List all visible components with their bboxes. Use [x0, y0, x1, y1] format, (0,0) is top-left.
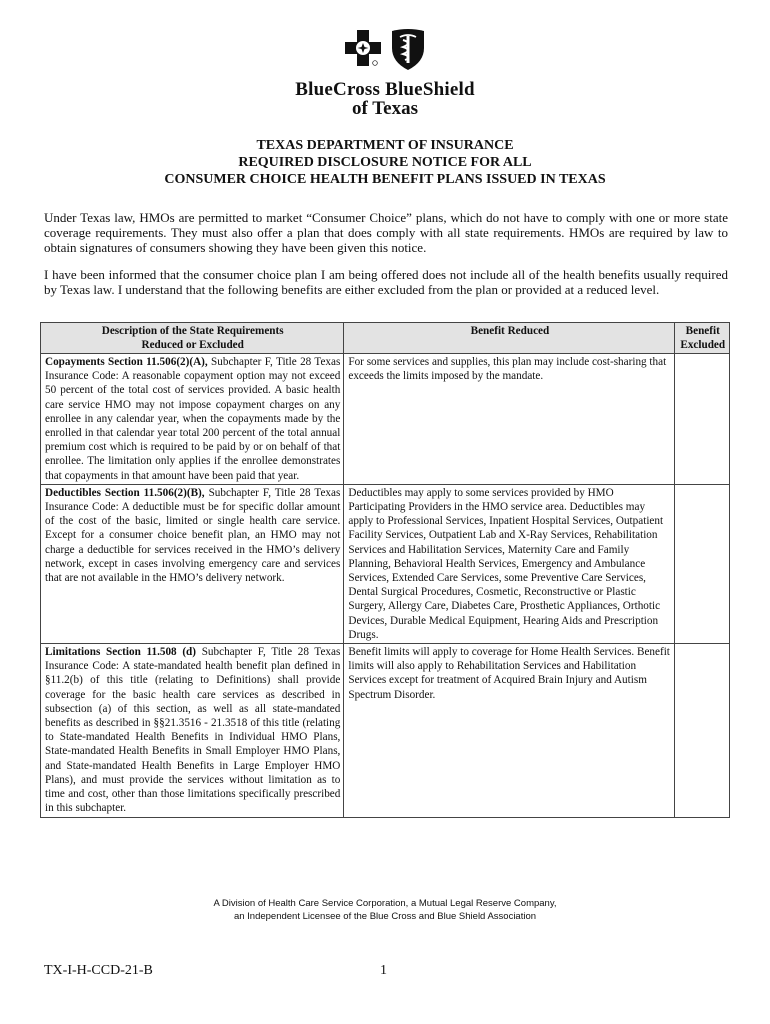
table-row [41, 484, 730, 643]
row-benefit-excluded [675, 354, 730, 485]
row-description [41, 354, 344, 485]
header-benefit-reduced-label: Benefit Reduced [470, 325, 550, 337]
row-benefit-reduced: Deductibles may apply to some services provided by HMO Participating Providers in the HMO service area. Deductibles may apply to Professional Services, Inpatient Hospital Services, Outpatient Facility Services, Outpatient Lab and X-Ray Services, Rehabilitation Services and Habilitation Services, Maternity Care and Family Planning, Behavioral Health Services, Emergency and Ambulance Services, Extended Care Services, some Preventive Care Services, Dental Surgical Procedures, Cosmetic, Reconstructive or Plastic Surgery, Allergy Care, Diabetes Care, Prosthetic Appliances, Orthotic Devices, Durable Medical Equipment, Hearing Aids and Prescription Drugs. [344, 484, 675, 643]
heading-line-2: REQUIRED DISCLOSURE NOTICE FOR ALL [238, 155, 532, 170]
blue-shield-icon [389, 28, 427, 72]
header-benefit-excluded-line-1: Benefit [685, 325, 720, 337]
header-description-line-2: Reduced or Excluded [141, 339, 244, 351]
header-benefit-excluded [675, 323, 730, 354]
row-benefit-reduced: Benefit limits will apply to coverage for Home Health Services. Benefit limits will also apply to Rehabilitation Services and Habilitation Services except for treatment of Acquired Brain Injury and Autism Spectrum Disorder. [344, 644, 675, 817]
footer-organization [0, 897, 770, 923]
blue-cross-icon [343, 28, 383, 68]
heading-line-3: CONSUMER CHOICE HEALTH BENEFIT PLANS ISSUED IN TEXAS [164, 172, 606, 187]
footer-org-line-2: an Independent Licensee of the Blue Cross and Blue Shield Association [233, 911, 537, 922]
header-benefit-excluded-line-2: Excluded [680, 339, 726, 351]
intro-paragraph-1: Under Texas law, HMOs are permitted to market “Consumer Choice” plans, which do not have to comply with one or more state coverage requirements. They must also offer a plan that does comply with all state requirements. HMOs are required by law to obtain signatures of consumers showing they have been given this notice. [44, 210, 728, 255]
row-benefit-excluded [675, 644, 730, 817]
notice-heading [0, 137, 770, 188]
page-number: 1 [380, 963, 387, 978]
row-section: Deductibles Section 11.506(2)(B), [45, 486, 205, 499]
row-section: Limitations Section 11.508 (d) [45, 646, 197, 659]
row-description-text: Subchapter F, Title 28 Texas Insurance Code: A reasonable copayment option may not exceed 50 percent of the total cost of services provided. A basic health care service HMO may not impose copayment charges on any enrollee in any calendar year, when the copayments made by the enrolled in that calendar year total 200 percent of the total annual premium cost which is required to be paid by or on behalf of that enrollee. The limitation only applies if the enrollee demonstrates that copayments in that amount have been paid that year. [45, 356, 341, 482]
logo-marks [0, 28, 770, 72]
logo-name: BlueCross BlueShield [295, 79, 475, 100]
bcbs-logo [0, 28, 770, 118]
heading-line-1: TEXAS DEPARTMENT OF INSURANCE [256, 138, 514, 153]
row-benefit-reduced: For some services and supplies, this plan may include cost-sharing that exceeds the limits imposed by the mandate. [344, 354, 675, 485]
header-description-line-1: Description of the State Requirements [101, 325, 284, 337]
form-id: TX-I-H-CCD-21-B [44, 963, 153, 978]
table-row [41, 354, 730, 485]
header-benefit-reduced [344, 323, 675, 354]
row-description-text: Subchapter F, Title 28 Texas Insurance Code: A deductible must be for specific dollar amount of the cost of the basic, limited or single health care service. Except for a consumer choice benefit plan, an HMO may not charge a deductible for services received in the HMO’s delivery network, except in cases involving emergency care and services that are not available in the HMO’s delivery network. [45, 486, 341, 585]
logo-sub: of Texas [352, 98, 418, 119]
row-benefit-excluded [675, 484, 730, 643]
intro-paragraph-2: I have been informed that the consumer choice plan I am being offered does not include all of the health benefits usually required by Texas law. I understand that the following benefits are either excluded from the plan or provided at a reduced level. [44, 267, 728, 297]
header-description [41, 323, 344, 354]
table-header-row [41, 323, 730, 354]
requirements-table [40, 322, 730, 818]
row-section: Copayments Section 11.506(2)(A), [45, 356, 208, 368]
row-description [41, 484, 344, 643]
row-description-text: Subchapter F, Title 28 Texas Insurance Code: A state-mandated health benefit plan defined in §11.2(b) of this title (relating to Definitions) shall provide coverage for the basic health care services as described in subsection (a) of this section, as well as all state-mandated benefits as described in §§21.3516 - 21.3518 of this title (relating to State-mandated Health Benefits in Individual HMO Plans, State-mandated Health Benefits in Small Employer HMO Plans, and State-mandated Health Benefits in Large Employer HMO Plans), and must provide the services without limitation as to time and cost, other than those limitations specifically prescribed in this subchapter. [45, 646, 341, 815]
footer-org-line-1: A Division of Health Care Service Corporation, a Mutual Legal Reserve Company, [213, 898, 557, 909]
row-description [41, 644, 344, 817]
table-row [41, 644, 730, 817]
